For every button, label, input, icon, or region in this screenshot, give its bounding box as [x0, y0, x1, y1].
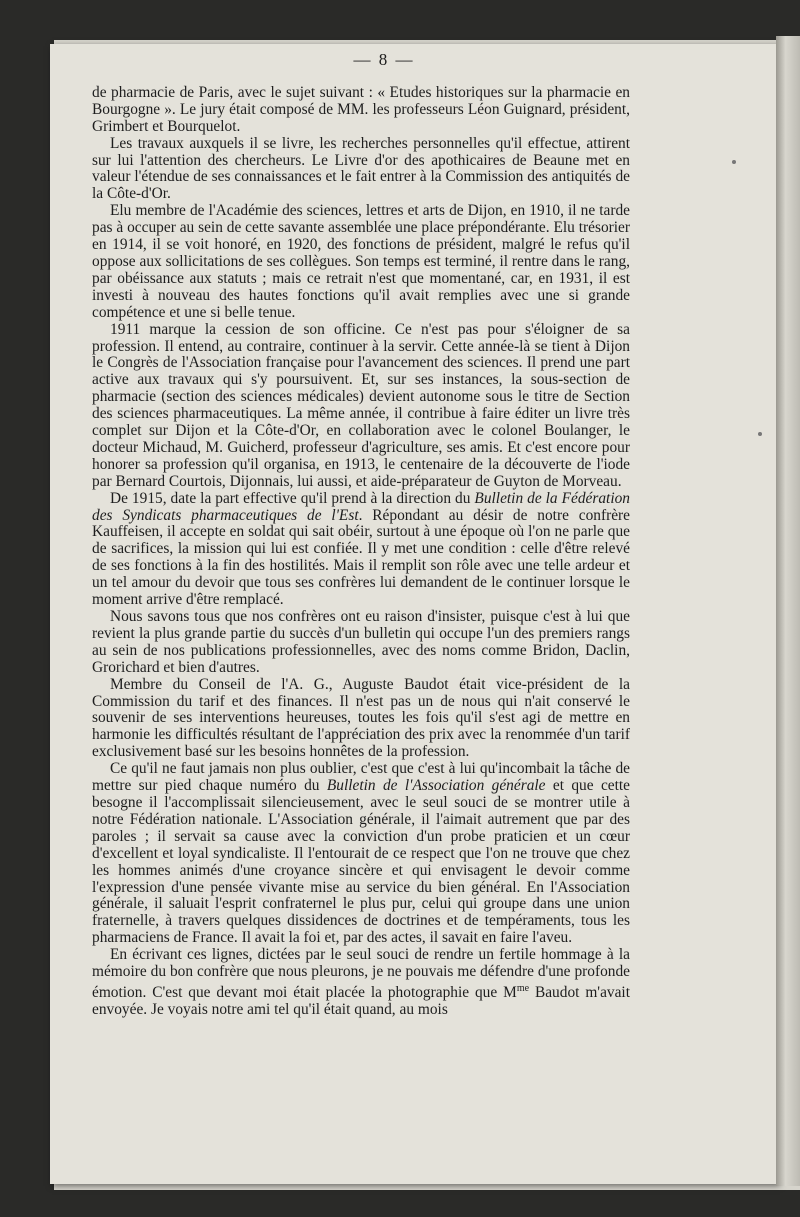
page-edge: [776, 36, 800, 1186]
bulletin-title: Bulletin de la Fédération des Syndicats pharmaceutiques de l'Est: [92, 489, 630, 524]
paragraph-text: En écrivant ces lignes, dictées par le seul souci de rendre un fertile hommage à la mémoire du bon confrère que nous pleurons, je ne pouvais me défendre d'une profonde émotion. C'est que devant moi était placée la photographie que M: [92, 946, 630, 1002]
paper-speck: [758, 432, 762, 436]
paragraph: [92, 491, 630, 609]
paragraph-text: Ce qu'il ne faut jamais non plus oublier, c'est que c'est à lui qu'incombait la tâche de mettre sur pied chaque numéro du: [92, 760, 630, 795]
paragraph: Elu membre de l'Académie des sciences, lettres et arts de Dijon, en 1910, il ne tarde pas à occuper au sein de cette savante assemblée une place prépondérante. Elu trésorier en 1914, il se voit honoré, en 1920, des fonctions de président, malgré le refus qu'il oppose aux sollicitations de ses collègues. Son temps est terminé, il rentre dans le rang, par obéissance aux statuts ; mais ce retrait n'est que momentané, car, en 1931, il est investi à nouveau des hautes fonctions qu'il avait remplies avec une si grande compétence et une si belle tenue.: [92, 202, 630, 321]
paragraph-text: . Répondant au désir de notre confrère Kauffeisen, il accepte en soldat qui sait obéir, surtout à une époque où l'on ne parle que de sacrifices, la mission qui lui est confiée. Il y met une condition : celle d'être relevé de ses fonctions à la fin des hostilités. Mais il remplit son rôle avec une telle ardeur et un tel amour du devoir que tous ses confrères lui demandent de le continuer lorsque le moment arrive d'être remplacé.: [92, 506, 630, 609]
paragraph-text: Baudot m'avait envoyée. Je voyais notre ami tel qu'il était quand, au mois: [92, 984, 630, 1018]
paragraph-text: et que cette besogne il l'accomplissait silencieusement, avec le seul souci de se montrer utile à notre Fédération nationale. L'Association générale, il l'aimait autrement que par des paroles ; il servait sa cause avec la conviction d'un probe praticien et un cœur d'excellent et loyal syndicaliste. Il l'entourait de ce respect que l'on ne trouve que chez les hommes animés d'une croyance sincère et qui envisagent le devoir comme l'expression d'une pensée vivante mise au service du bien général. En l'Association générale, il saluait l'esprit confraternel le plus pur, celui qui groupe dans une union fraternelle, à travers quelques dissidences de doctrines et de tempéraments, tous les pharmaciens de France. Il avait la foi et, par des actes, il savait en faire l'aveu.: [92, 777, 631, 947]
paragraph: [92, 761, 630, 947]
paragraph: Les travaux auxquels il se livre, les recherches personnelles qu'il effectue, attirent sur lui l'attention des chercheurs. Le Livre d'or des apothicaires de Beaune met en valeur l'étendue de ses connaissances et le fait entrer à la Commission des antiquités de la Côte-d'Or.: [92, 134, 630, 203]
bulletin-title: Bulletin de l'Association générale: [326, 777, 546, 795]
page-number: — 8 —: [353, 50, 415, 69]
page-content: [92, 52, 630, 1019]
paragraph: [92, 947, 630, 1019]
paragraph-text: De 1915, date la part effective qu'il prend à la direction du: [110, 489, 475, 507]
paragraph: de pharmacie de Paris, avec le sujet suivant : « Etudes historiques sur la pharmacie en Bourgogne ». Le jury était composé de MM. les professeurs Léon Guignard, président, Grimbert et Bourquelot.: [92, 83, 630, 135]
paragraph: Membre du Conseil de l'A. G., Auguste Baudot était vice-président de la Commission du tarif et des finances. Il n'est pas un de nous qui n'ait conservé le souvenir de ses interventions heureuses, toutes les fois qu'il s'est agi de mettre en harmonie les difficultés résultant de l'appréciation des prix avec la renommée d'un tarif exclusivement basé sur les besoins honnêtes de la profession.: [92, 675, 630, 761]
paragraph: Nous savons tous que nos confrères ont eu raison d'insister, puisque c'est à lui que revient la plus grande partie du succès d'un bulletin qui occupe l'un des premiers rangs au sein de nos publications professionnelles, avec des noms comme Bridon, Daclin, Grorichard et bien d'autres.: [92, 608, 630, 676]
paper-speck: [732, 160, 736, 164]
superscript: me: [516, 982, 530, 994]
paragraph: 1911 marque la cession de son officine. Ce n'est pas pour s'éloigner de sa profession. Il entend, au contraire, continuer à la servir. Cette année-là se tient à Dijon le Congrès de l'Association française pour l'avancement des sciences. Il prend une part active aux travaux qui s'y poursuivent. Et, sur ses instances, la sous-section de pharmacie (section des sciences médicales) devient autonome sous le titre de Section des sciences pharmaceutiques. La même année, il contribue à faire éditer un livre très complet sur Dijon et la Côte-d'Or, en collaboration avec le colonel Boulanger, le docteur Michaud, M. Guicherd, professeur d'agriculture, ses amis. Et c'est encore pour honorer sa profession qu'il organisa, en 1913, le centenaire de la découverte de l'iode par Bernard Courtois, Dijonnais, lui aussi, et aide-préparateur de Guyton de Morveau.: [92, 320, 630, 490]
